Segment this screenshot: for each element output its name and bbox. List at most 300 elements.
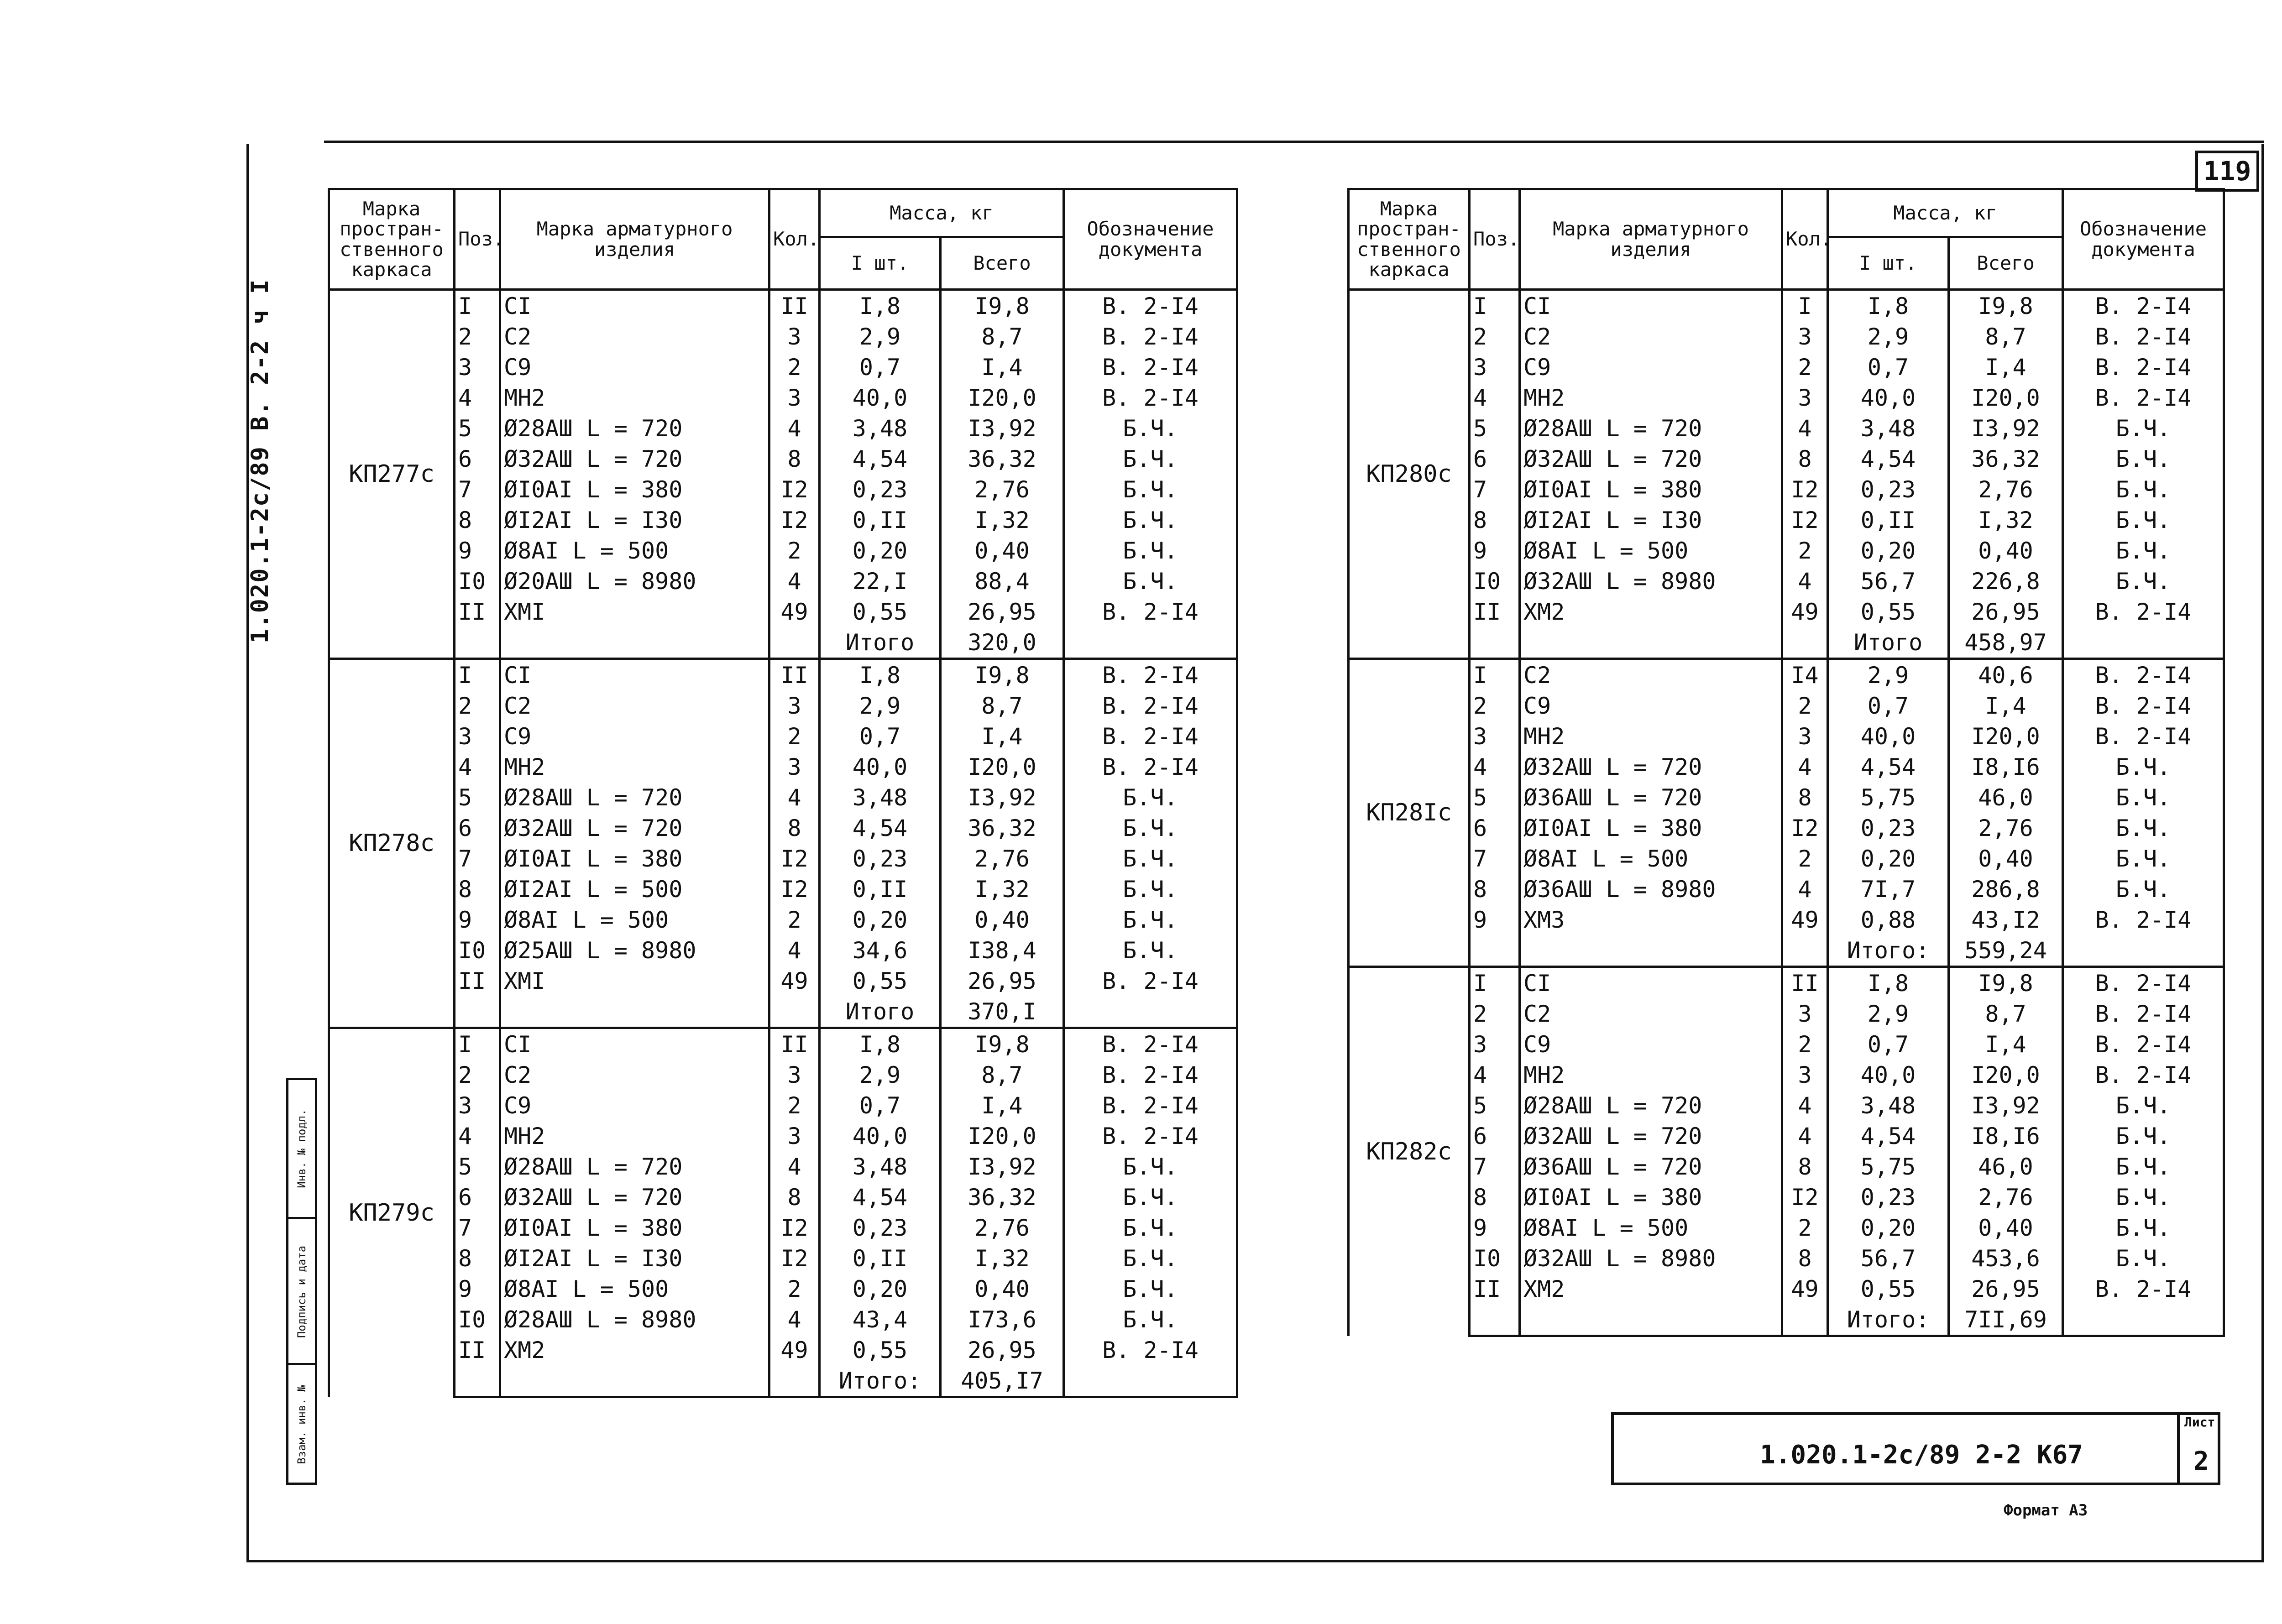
table-header-row <box>1349 189 2224 237</box>
quantity-cell: 49 <box>1782 596 1828 627</box>
table-row <box>1349 874 2224 904</box>
document-cell: В. 2-I4 <box>2063 1060 2224 1090</box>
item-cell: СI <box>1520 967 1782 999</box>
item-cell <box>1520 627 1782 659</box>
header-mass-total: Всего <box>1949 237 2063 290</box>
table-row <box>1349 1182 2224 1212</box>
table-row <box>329 690 1237 721</box>
table-row <box>329 413 1237 444</box>
position-cell: 5 <box>1470 782 1520 813</box>
item-cell: С2 <box>500 1060 769 1090</box>
mass-one-cell: 5,75 <box>1828 782 1949 813</box>
mass-one-cell: 0,23 <box>820 843 941 874</box>
table-row <box>1349 1151 2224 1182</box>
position-cell: 4 <box>1470 382 1520 413</box>
item-cell: Ø32АШ L = 720 <box>1520 752 1782 782</box>
mass-one-cell: 3,48 <box>820 413 941 444</box>
table-row <box>1349 721 2224 752</box>
header-mass-one: I шт. <box>820 237 941 290</box>
position-cell: II <box>455 966 500 996</box>
document-cell: Б.Ч. <box>2063 444 2224 474</box>
mass-one-cell: 40,0 <box>820 382 941 413</box>
mass-total-cell: I,32 <box>941 505 1064 535</box>
mass-total-cell: 8,7 <box>941 690 1064 721</box>
mass-total-cell: 405,I7 <box>941 1365 1064 1397</box>
quantity-cell: I2 <box>769 505 820 535</box>
position-cell: 9 <box>455 904 500 935</box>
table-row <box>329 752 1237 782</box>
quantity-cell: 3 <box>769 382 820 413</box>
item-cell: МН2 <box>500 382 769 413</box>
item-cell: Ø32АШ L = 8980 <box>1520 566 1782 596</box>
position-cell: 4 <box>455 1121 500 1151</box>
table-row <box>329 1243 1237 1274</box>
document-cell: В. 2-I4 <box>1064 1335 1237 1365</box>
mass-total-cell: I9,8 <box>1949 290 2063 322</box>
position-cell: I <box>455 290 500 322</box>
mass-total-cell: 2,76 <box>941 1212 1064 1243</box>
quantity-cell: 2 <box>769 352 820 382</box>
mass-total-cell: I3,92 <box>1949 1090 2063 1121</box>
item-cell: СI <box>1520 290 1782 322</box>
position-cell: 3 <box>1470 352 1520 382</box>
mass-one-cell: 0,7 <box>1828 690 1949 721</box>
document-cell: Б.Ч. <box>1064 813 1237 843</box>
position-cell: I0 <box>1470 566 1520 596</box>
mass-total-cell: 2,76 <box>1949 813 2063 843</box>
table-row <box>1349 1029 2224 1060</box>
item-cell: Ø32АШ L = 720 <box>500 813 769 843</box>
position-cell: 4 <box>455 382 500 413</box>
document-cell: В. 2-I4 <box>1064 382 1237 413</box>
header-mark: Марка простран-ственного каркаса <box>1349 189 1470 290</box>
quantity-cell: 3 <box>769 690 820 721</box>
position-cell: 2 <box>1470 321 1520 352</box>
quantity-cell: 49 <box>769 1335 820 1365</box>
item-cell: СI <box>500 659 769 691</box>
item-cell: ØI0АI L = 380 <box>1520 474 1782 505</box>
quantity-cell: 2 <box>769 1090 820 1121</box>
item-cell: Ø20АШ L = 8980 <box>500 566 769 596</box>
mass-one-cell: Итого <box>820 996 941 1028</box>
sheet-number: 2 <box>2193 1446 2209 1476</box>
table-row <box>329 1274 1237 1304</box>
position-cell: 6 <box>1470 813 1520 843</box>
document-cell: В. 2-I4 <box>1064 966 1237 996</box>
document-cell: В. 2-I4 <box>1064 752 1237 782</box>
mass-one-cell: 40,0 <box>820 752 941 782</box>
item-cell: ØI2АI L = I30 <box>500 1243 769 1274</box>
table-row <box>329 1090 1237 1121</box>
document-cell: В. 2-I4 <box>1064 290 1237 322</box>
document-cell: В. 2-I4 <box>2063 596 2224 627</box>
mass-one-cell: 7I,7 <box>1828 874 1949 904</box>
mass-one-cell: Итого: <box>1828 1304 1949 1336</box>
mass-one-cell: 0,II <box>820 505 941 535</box>
mass-one-cell: 0,88 <box>1828 904 1949 935</box>
item-cell: Ø36АШ L = 720 <box>1520 1151 1782 1182</box>
item-cell: МН2 <box>1520 382 1782 413</box>
quantity-cell: I4 <box>1782 659 1828 691</box>
position-cell: II <box>1470 1274 1520 1304</box>
mass-one-cell: 2,9 <box>1828 998 1949 1029</box>
quantity-cell: II <box>769 1028 820 1060</box>
mass-one-cell: I,8 <box>820 1028 941 1060</box>
table-row <box>1349 535 2224 566</box>
mass-total-cell: 2,76 <box>941 474 1064 505</box>
mass-total-cell: I,4 <box>941 352 1064 382</box>
document-cell: Б.Ч. <box>1064 782 1237 813</box>
position-cell: 3 <box>455 1090 500 1121</box>
item-cell: СI <box>500 290 769 322</box>
document-cell: Б.Ч. <box>1064 444 1237 474</box>
item-cell <box>1520 1304 1782 1336</box>
mass-one-cell: 2,9 <box>820 690 941 721</box>
document-cell: В. 2-I4 <box>1064 1121 1237 1151</box>
header-item: Марка арматурного изделия <box>1520 189 1782 290</box>
quantity-cell: 2 <box>1782 535 1828 566</box>
table-row <box>1349 321 2224 352</box>
position-cell: 7 <box>455 474 500 505</box>
table-row <box>329 843 1237 874</box>
item-cell: Ø36АШ L = 720 <box>1520 782 1782 813</box>
frame-right-line <box>2261 144 2264 1562</box>
mass-total-cell: I8,I6 <box>1949 1121 2063 1151</box>
table-header-row <box>329 189 1237 237</box>
mass-total-cell: 0,40 <box>941 904 1064 935</box>
side-document-code: 1.020.1-2с/89 В. 2-2 ч I <box>246 278 274 643</box>
document-cell: В. 2-I4 <box>1064 690 1237 721</box>
table-row <box>329 505 1237 535</box>
header-qty: Кол. <box>769 189 820 290</box>
table-row <box>329 321 1237 352</box>
position-cell: 5 <box>1470 1090 1520 1121</box>
position-cell: I0 <box>1470 1243 1520 1274</box>
mass-one-cell: 22,I <box>820 566 941 596</box>
quantity-cell: 4 <box>769 935 820 966</box>
table-row <box>1349 659 2224 691</box>
mass-one-cell: I,8 <box>1828 290 1949 322</box>
document-cell: В. 2-I4 <box>2063 1274 2224 1304</box>
mass-total-cell: I,32 <box>941 1243 1064 1274</box>
document-cell: Б.Ч. <box>1064 874 1237 904</box>
table-row <box>1349 1090 2224 1121</box>
document-cell: В. 2-I4 <box>1064 352 1237 382</box>
mass-one-cell: 0,20 <box>820 535 941 566</box>
document-cell <box>1064 1365 1237 1397</box>
mass-total-cell: I,4 <box>1949 690 2063 721</box>
document-cell: В. 2-I4 <box>2063 352 2224 382</box>
quantity-cell: 2 <box>1782 843 1828 874</box>
header-pos: Поз. <box>1470 189 1520 290</box>
quantity-cell: I2 <box>1782 813 1828 843</box>
position-cell: 6 <box>455 444 500 474</box>
position-cell: 4 <box>455 752 500 782</box>
document-cell: Б.Ч. <box>1064 535 1237 566</box>
quantity-cell <box>769 1365 820 1397</box>
frame-mark-cell: КП280с <box>1349 290 1470 659</box>
position-cell: 2 <box>455 321 500 352</box>
document-cell: Б.Ч. <box>1064 566 1237 596</box>
mass-one-cell: 0,20 <box>1828 843 1949 874</box>
table-row <box>329 1335 1237 1365</box>
quantity-cell: 4 <box>1782 874 1828 904</box>
mass-total-cell: 0,40 <box>1949 843 2063 874</box>
document-cell: Б.Ч. <box>2063 874 2224 904</box>
table-row <box>329 290 1237 322</box>
item-cell: ХМ2 <box>1520 596 1782 627</box>
table-row <box>1349 690 2224 721</box>
mass-one-cell: 40,0 <box>1828 1060 1949 1090</box>
mass-total-cell: I20,0 <box>941 382 1064 413</box>
mass-total-cell: 453,6 <box>1949 1243 2063 1274</box>
mass-total-cell: 8,7 <box>1949 998 2063 1029</box>
table-row <box>329 1365 1237 1397</box>
mass-total-cell: I38,4 <box>941 935 1064 966</box>
document-cell: Б.Ч. <box>2063 413 2224 444</box>
item-cell: Ø28АШ L = 720 <box>500 413 769 444</box>
table-row <box>329 627 1237 659</box>
table-row <box>329 1304 1237 1335</box>
mass-one-cell: 0,7 <box>820 721 941 752</box>
mass-total-cell: I20,0 <box>941 1121 1064 1151</box>
quantity-cell: 4 <box>769 782 820 813</box>
document-cell <box>1064 627 1237 659</box>
document-cell: В. 2-I4 <box>1064 1028 1237 1060</box>
table-row <box>329 935 1237 966</box>
document-cell <box>2063 627 2224 659</box>
approval-stamp-strip <box>286 1078 317 1485</box>
document-cell: Б.Ч. <box>1064 1243 1237 1274</box>
quantity-cell: 4 <box>769 413 820 444</box>
mass-total-cell: I20,0 <box>1949 382 2063 413</box>
quantity-cell: 2 <box>1782 1029 1828 1060</box>
table-row <box>329 813 1237 843</box>
position-cell: 5 <box>455 413 500 444</box>
mass-one-cell: 0,7 <box>1828 352 1949 382</box>
item-cell: Ø28АШ L = 720 <box>1520 1090 1782 1121</box>
item-cell: Ø8АI L = 500 <box>500 1274 769 1304</box>
quantity-cell: I <box>1782 290 1828 322</box>
quantity-cell: 3 <box>769 1060 820 1090</box>
mass-total-cell: 36,32 <box>941 1182 1064 1212</box>
document-cell: Б.Ч. <box>1064 474 1237 505</box>
item-cell: ХМI <box>500 596 769 627</box>
item-cell: ØI0АI L = 380 <box>500 843 769 874</box>
quantity-cell: 2 <box>1782 690 1828 721</box>
quantity-cell: I2 <box>769 874 820 904</box>
position-cell: 6 <box>1470 444 1520 474</box>
item-cell: ХМ3 <box>1520 904 1782 935</box>
document-cell: В. 2-I4 <box>2063 904 2224 935</box>
position-cell: I <box>1470 967 1520 999</box>
position-cell: II <box>455 596 500 627</box>
table-row <box>329 566 1237 596</box>
mass-one-cell: 0,23 <box>1828 813 1949 843</box>
mass-one-cell: 0,23 <box>1828 474 1949 505</box>
mass-total-cell: 0,40 <box>941 1274 1064 1304</box>
item-cell: Ø8АI L = 500 <box>500 535 769 566</box>
item-cell: Ø32АШ L = 720 <box>500 1182 769 1212</box>
quantity-cell: 3 <box>769 752 820 782</box>
mass-one-cell: 34,6 <box>820 935 941 966</box>
table-row <box>329 1060 1237 1090</box>
quantity-cell: 2 <box>769 904 820 935</box>
position-cell: 2 <box>455 690 500 721</box>
position-cell: 7 <box>455 843 500 874</box>
table-row <box>329 782 1237 813</box>
document-cell: В. 2-I4 <box>2063 382 2224 413</box>
item-cell: ØI0АI L = 380 <box>1520 1182 1782 1212</box>
table-row <box>1349 566 2224 596</box>
mass-total-cell: I,4 <box>1949 352 2063 382</box>
position-cell: 2 <box>1470 998 1520 1029</box>
position-cell: 3 <box>455 352 500 382</box>
position-cell <box>1470 935 1520 967</box>
quantity-cell <box>769 627 820 659</box>
mass-total-cell: 26,95 <box>941 596 1064 627</box>
mass-one-cell: 4,54 <box>820 1182 941 1212</box>
mass-total-cell: 2,76 <box>1949 474 2063 505</box>
header-mass: Масса, кг <box>1828 189 2063 237</box>
document-cell: Б.Ч. <box>2063 535 2224 566</box>
position-cell <box>1470 627 1520 659</box>
mass-total-cell: I,4 <box>941 1090 1064 1121</box>
item-cell: Ø28АШ L = 720 <box>1520 413 1782 444</box>
mass-total-cell: I8,I6 <box>1949 752 2063 782</box>
document-cell: Б.Ч. <box>2063 1212 2224 1243</box>
item-cell: ØI0АI L = 380 <box>500 474 769 505</box>
document-cell: Б.Ч. <box>1064 505 1237 535</box>
mass-one-cell: 0,II <box>820 874 941 904</box>
document-cell: Б.Ч. <box>1064 1304 1237 1335</box>
item-cell: Ø28АШ L = 720 <box>500 1151 769 1182</box>
mass-one-cell: 4,54 <box>1828 444 1949 474</box>
document-cell: Б.Ч. <box>1064 935 1237 966</box>
item-cell: ХМ2 <box>1520 1274 1782 1304</box>
position-cell: 3 <box>1470 1029 1520 1060</box>
header-mass: Масса, кг <box>820 189 1064 237</box>
quantity-cell <box>1782 935 1828 967</box>
table-row <box>329 382 1237 413</box>
position-cell: I0 <box>455 566 500 596</box>
sheet-number-box <box>2177 1415 2223 1485</box>
document-cell: В. 2-I4 <box>1064 721 1237 752</box>
mass-one-cell: 0,7 <box>820 1090 941 1121</box>
table-row <box>1349 382 2224 413</box>
document-cell: Б.Ч. <box>2063 566 2224 596</box>
position-cell: 7 <box>455 1212 500 1243</box>
mass-total-cell: 26,95 <box>941 966 1064 996</box>
mass-one-cell: 0,55 <box>820 1335 941 1365</box>
mass-total-cell: 559,24 <box>1949 935 2063 967</box>
mass-total-cell: I3,92 <box>941 1151 1064 1182</box>
mass-total-cell: 286,8 <box>1949 874 2063 904</box>
mass-one-cell: Итого: <box>1828 935 1949 967</box>
position-cell: 8 <box>455 874 500 904</box>
mass-one-cell: 3,48 <box>820 1151 941 1182</box>
mass-one-cell: Итого <box>1828 627 1949 659</box>
position-cell: 4 <box>1470 1060 1520 1090</box>
mass-one-cell: 0,7 <box>820 352 941 382</box>
mass-one-cell: 0,55 <box>1828 1274 1949 1304</box>
quantity-cell <box>1782 1304 1828 1336</box>
item-cell: Ø8АI L = 500 <box>500 904 769 935</box>
table-row <box>329 474 1237 505</box>
mass-one-cell: 4,54 <box>1828 752 1949 782</box>
document-cell: В. 2-I4 <box>1064 1090 1237 1121</box>
header-mass-total: Всего <box>941 237 1064 290</box>
table-row <box>1349 1274 2224 1304</box>
position-cell <box>455 1365 500 1397</box>
quantity-cell: 3 <box>769 321 820 352</box>
position-cell: 5 <box>1470 413 1520 444</box>
table-row <box>1349 1121 2224 1151</box>
quantity-cell: I2 <box>1782 474 1828 505</box>
document-cell: В. 2-I4 <box>2063 659 2224 691</box>
quantity-cell: 49 <box>1782 1274 1828 1304</box>
mass-total-cell: 36,32 <box>941 813 1064 843</box>
quantity-cell: 8 <box>1782 1243 1828 1274</box>
table-row <box>1349 935 2224 967</box>
table-row <box>1349 1243 2224 1274</box>
item-cell: С2 <box>1520 998 1782 1029</box>
item-cell: Ø36АШ L = 8980 <box>1520 874 1782 904</box>
item-cell: ØI0АI L = 380 <box>500 1212 769 1243</box>
item-cell: МН2 <box>1520 1060 1782 1090</box>
position-cell: 5 <box>455 782 500 813</box>
mass-one-cell: 0,20 <box>820 1274 941 1304</box>
position-cell: I0 <box>455 935 500 966</box>
document-cell: В. 2-I4 <box>2063 1029 2224 1060</box>
mass-one-cell: 5,75 <box>1828 1151 1949 1182</box>
table-row <box>329 596 1237 627</box>
document-cell: В. 2-I4 <box>2063 321 2224 352</box>
quantity-cell: 8 <box>1782 444 1828 474</box>
position-cell: 6 <box>455 1182 500 1212</box>
header-mark: Марка простран-ственного каркаса <box>329 189 455 290</box>
mass-total-cell: I20,0 <box>941 752 1064 782</box>
mass-total-cell: 26,95 <box>1949 596 2063 627</box>
mass-one-cell: 3,48 <box>1828 1090 1949 1121</box>
item-cell: МН2 <box>500 752 769 782</box>
item-cell: Ø28АШ L = 720 <box>500 782 769 813</box>
specification-table-right <box>1347 188 2225 1337</box>
document-cell: В. 2-I4 <box>2063 967 2224 999</box>
quantity-cell: I2 <box>769 1212 820 1243</box>
quantity-cell: 3 <box>1782 998 1828 1029</box>
quantity-cell: 4 <box>1782 1121 1828 1151</box>
document-cell: Б.Ч. <box>1064 843 1237 874</box>
item-cell: Ø32АШ L = 720 <box>500 444 769 474</box>
position-cell: 8 <box>455 505 500 535</box>
position-cell: I <box>1470 290 1520 322</box>
mass-one-cell: I,8 <box>1828 967 1949 999</box>
table-row <box>329 444 1237 474</box>
quantity-cell: II <box>769 290 820 322</box>
frame-mark-cell: КП282с <box>1349 967 1470 1336</box>
sheet-label: Лист <box>2184 1415 2215 1430</box>
item-cell: С9 <box>500 1090 769 1121</box>
mass-total-cell: 26,95 <box>1949 1274 2063 1304</box>
mass-one-cell: 43,4 <box>820 1304 941 1335</box>
frame-mark-cell: КП279с <box>329 1028 455 1397</box>
item-cell: Ø28АШ L = 8980 <box>500 1304 769 1335</box>
mass-total-cell: I3,92 <box>1949 413 2063 444</box>
mass-one-cell: 40,0 <box>1828 721 1949 752</box>
table-row <box>1349 444 2224 474</box>
item-cell: Ø25АШ L = 8980 <box>500 935 769 966</box>
